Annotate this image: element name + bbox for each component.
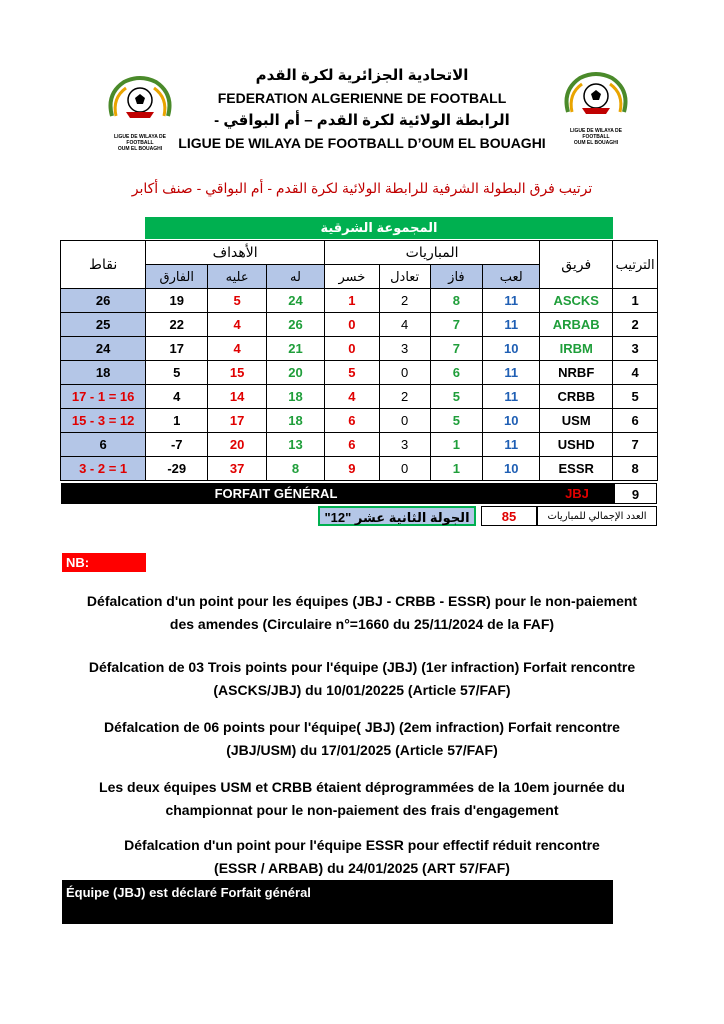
points-cell: 24: [61, 337, 146, 361]
goal-diff-cell: 22: [146, 313, 208, 337]
goal-diff-cell: 19: [146, 289, 208, 313]
rank-cell: 3: [613, 337, 658, 361]
team-cell: ESSR: [540, 457, 613, 481]
played-cell: 10: [483, 337, 540, 361]
points-cell: 3 - 2 = 1: [61, 457, 146, 481]
group-label: المجموعة الشرقية: [145, 217, 613, 239]
goals-for-cell: 18: [267, 385, 325, 409]
won-cell: 1: [430, 457, 483, 481]
note-line: (JBJ/USM) du 17/01/2025 (Article 57/FAF): [226, 742, 498, 758]
note-line: Les deux équipes USM et CRBB étaient déprogrammées de la 10em journée du: [99, 779, 625, 795]
nb-label: NB:: [62, 553, 146, 572]
final-note: Équipe (JBJ) est déclaré Forfait général: [62, 880, 613, 924]
note-line: Défalcation d'un point pour les équipes (JBJ - CRBB - ESSR) pour le non-paiement: [86, 593, 638, 609]
goals-against-cell: 4: [208, 313, 267, 337]
rank-cell: 7: [613, 433, 658, 457]
won-cell: 5: [430, 409, 483, 433]
won-cell: 1: [430, 433, 483, 457]
played-cell: 10: [483, 409, 540, 433]
col-team-header: فريق: [540, 241, 613, 289]
round-label: الجولة الثانية عشر "12": [318, 506, 476, 526]
points-cell: 26: [61, 289, 146, 313]
goal-diff-cell: 5: [146, 361, 208, 385]
sub-diff-header: الفارق: [146, 265, 208, 289]
goals-against-cell: 37: [208, 457, 267, 481]
goals-for-cell: 18: [267, 409, 325, 433]
sub-draw-header: تعادل: [379, 265, 430, 289]
rank-cell: 8: [613, 457, 658, 481]
lost-cell: 0: [324, 313, 379, 337]
lost-cell: 9: [324, 457, 379, 481]
goals-for-cell: 8: [267, 457, 325, 481]
goal-diff-cell: 4: [146, 385, 208, 409]
forfeit-team: JBJ: [565, 486, 589, 501]
goal-diff-cell: -29: [146, 457, 208, 481]
draw-cell: 3: [379, 337, 430, 361]
goals-against-cell: 17: [208, 409, 267, 433]
goals-for-cell: 26: [267, 313, 325, 337]
note-line: championnat pour le non-paiement des frais d'engagement: [165, 802, 559, 818]
won-cell: 7: [430, 313, 483, 337]
league-name-fr: LIGUE DE WILAYA DE FOOTBALL D’OUM EL BOUAGHI: [178, 135, 546, 151]
rank-cell: 2: [613, 313, 658, 337]
lost-cell: 6: [324, 409, 379, 433]
note-line: (ASCKS/JBJ) du 10/01/20225 (Article 57/FAF): [213, 682, 511, 698]
played-cell: 10: [483, 457, 540, 481]
standings-title: ترتيب فرق البطولة الشرفية للرابطة الولائية لكرة القدم - أم البواقي - صنف أكابر: [131, 180, 593, 196]
draw-cell: 2: [379, 289, 430, 313]
sub-played-header: لعب: [483, 265, 540, 289]
league-name-ar: الرابطة الولائية لكرة القدم – أم البواقي -: [214, 112, 510, 129]
team-cell: ARBAB: [540, 313, 613, 337]
points-cell: 25: [61, 313, 146, 337]
col-matches-header: المباريات: [324, 241, 539, 265]
table-row: [61, 337, 658, 361]
note-item: [40, 834, 684, 880]
goals-for-cell: 13: [267, 433, 325, 457]
team-cell: USM: [540, 409, 613, 433]
won-cell: 8: [430, 289, 483, 313]
sub-won-header: فاز: [430, 265, 483, 289]
goals-against-cell: 4: [208, 337, 267, 361]
played-cell: 11: [483, 361, 540, 385]
team-cell: NRBF: [540, 361, 613, 385]
draw-cell: 0: [379, 457, 430, 481]
federation-name-ar: الاتحادية الجزائرية لكرة القدم: [255, 67, 469, 84]
total-matches-value: 85: [481, 506, 537, 526]
rank-cell: 5: [613, 385, 658, 409]
team-cell: CRBB: [540, 385, 613, 409]
lost-cell: 6: [324, 433, 379, 457]
points-cell: 18: [61, 361, 146, 385]
sub-for-header: له: [267, 265, 325, 289]
col-rank-header: الترتيب: [613, 241, 658, 289]
rank-cell: 1: [613, 289, 658, 313]
draw-cell: 0: [379, 409, 430, 433]
note-line: des amendes (Circulaire n°=1660 du 25/11/2024 de la FAF): [169, 616, 555, 632]
logo-caption-left: LIGUE DE WILAYA DE FOOTBALL OUM EL BOUAGHI: [114, 134, 166, 152]
col-goals-header: الأهداف: [146, 241, 325, 265]
lost-cell: 4: [324, 385, 379, 409]
table-row: [61, 433, 658, 457]
note-line: Défalcation d'un point pour l'équipe ESSR pour effectif réduit rencontre: [124, 837, 600, 853]
goals-against-cell: 20: [208, 433, 267, 457]
team-cell: IRBM: [540, 337, 613, 361]
team-cell: USHD: [540, 433, 613, 457]
lost-cell: 5: [324, 361, 379, 385]
note-item: [40, 776, 684, 822]
sub-lost-header: خسر: [324, 265, 379, 289]
standings-table: [60, 240, 658, 481]
table-row: [61, 385, 658, 409]
lost-cell: 0: [324, 337, 379, 361]
points-cell: 17 - 1 = 16: [61, 385, 146, 409]
goal-diff-cell: -7: [146, 433, 208, 457]
goal-diff-cell: 1: [146, 409, 208, 433]
played-cell: 11: [483, 385, 540, 409]
rank-cell: 4: [613, 361, 658, 385]
draw-cell: 0: [379, 361, 430, 385]
team-cell: ASCKS: [540, 289, 613, 313]
goal-diff-cell: 17: [146, 337, 208, 361]
col-points-header: نقاط: [61, 241, 146, 289]
won-cell: 5: [430, 385, 483, 409]
total-matches-label: العدد الإجمالي للمباريات: [537, 506, 657, 526]
note-item: [40, 590, 684, 636]
lost-cell: 1: [324, 289, 379, 313]
played-cell: 11: [483, 313, 540, 337]
note-item: [40, 656, 684, 702]
note-line: Défalcation de 06 points pour l'équipe( JBJ) (2em infraction) Forfait rencontre: [104, 719, 620, 735]
logo-caption-right: LIGUE DE WILAYA DE FOOTBALL OUM EL BOUAGHI: [570, 128, 622, 146]
goals-against-cell: 5: [208, 289, 267, 313]
goals-against-cell: 15: [208, 361, 267, 385]
draw-cell: 4: [379, 313, 430, 337]
points-cell: 6: [61, 433, 146, 457]
played-cell: 11: [483, 433, 540, 457]
table-row: [61, 289, 658, 313]
played-cell: 11: [483, 289, 540, 313]
note-item: [40, 716, 684, 762]
forfeit-label: FORFAIT GÉNÉRAL: [214, 486, 338, 501]
forfeit-rank: 9: [614, 483, 657, 504]
goals-for-cell: 24: [267, 289, 325, 313]
draw-cell: 3: [379, 433, 430, 457]
rank-cell: 6: [613, 409, 658, 433]
note-line: (ESSR / ARBAB) du 24/01/2025 (ART 57/FAF): [214, 860, 510, 876]
won-cell: 7: [430, 337, 483, 361]
federation-name-fr: FEDERATION ALGERIENNE DE FOOTBALL: [217, 90, 507, 106]
won-cell: 6: [430, 361, 483, 385]
table-row: [61, 313, 658, 337]
note-line: Défalcation de 03 Trois points pour l'équipe (JBJ) (1er infraction) Forfait rencontre: [88, 659, 636, 675]
goals-against-cell: 14: [208, 385, 267, 409]
goals-for-cell: 20: [267, 361, 325, 385]
table-row: [61, 409, 658, 433]
table-row: [61, 457, 658, 481]
goals-for-cell: 21: [267, 337, 325, 361]
table-row: [61, 361, 658, 385]
draw-cell: 2: [379, 385, 430, 409]
sub-against-header: عليه: [208, 265, 267, 289]
points-cell: 15 - 3 = 12: [61, 409, 146, 433]
